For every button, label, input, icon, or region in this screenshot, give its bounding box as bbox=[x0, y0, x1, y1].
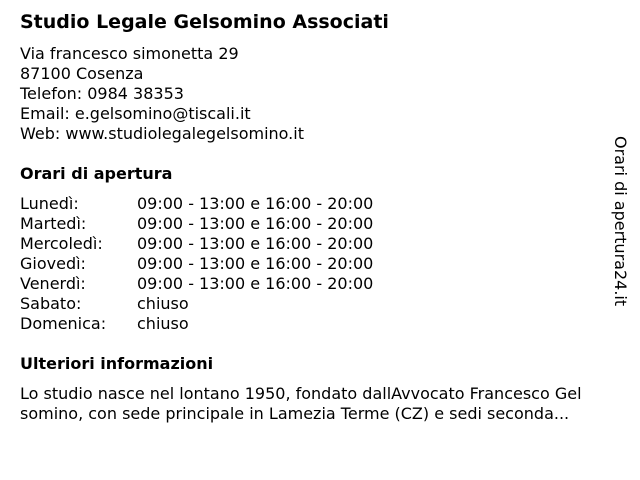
day-label: Venerdì: bbox=[20, 274, 86, 293]
hours-value: chiuso bbox=[137, 294, 189, 313]
city-address: 87100 Cosenza bbox=[20, 64, 144, 83]
day-label: Domenica: bbox=[20, 314, 107, 333]
info-line: somino, con sede principale in Lamezia Terme (CZ) e sedi seconda... bbox=[20, 404, 570, 423]
hours-value: chiuso bbox=[137, 314, 189, 333]
day-label: Giovedì: bbox=[20, 254, 86, 273]
more-info-text bbox=[20, 384, 640, 424]
day-label: Mercoledì: bbox=[20, 234, 103, 253]
hours-value: 09:00 - 13:00 e 16:00 - 20:00 bbox=[137, 254, 374, 273]
hours-value: 09:00 - 13:00 e 16:00 - 20:00 bbox=[137, 274, 374, 293]
phone-number: Telefon: 0984 38353 bbox=[20, 84, 184, 103]
address-block bbox=[20, 44, 304, 144]
hours-value: 09:00 - 13:00 e 16:00 - 20:00 bbox=[137, 234, 374, 253]
opening-hours-heading: Orari di apertura bbox=[20, 164, 173, 183]
email-address: Email: e.gelsomino@tiscali.it bbox=[20, 104, 251, 123]
street-address: Via francesco simonetta 29 bbox=[20, 44, 239, 63]
website-address: Web: www.studiolegalegelsomino.it bbox=[20, 124, 304, 143]
hours-value: 09:00 - 13:00 e 16:00 - 20:00 bbox=[137, 194, 374, 213]
day-label: Martedì: bbox=[20, 214, 87, 233]
info-line: Lo studio nasce nel lontano 1950, fondato dallAvvocato Francesco Gel bbox=[20, 384, 582, 403]
site-watermark: Orari di apertura24.it bbox=[611, 136, 630, 307]
page-title: Studio Legale Gelsomino Associati bbox=[20, 11, 389, 33]
more-info-heading: Ulteriori informazioni bbox=[20, 354, 214, 373]
day-label: Sabato: bbox=[20, 294, 82, 313]
day-label: Lunedì: bbox=[20, 194, 79, 213]
hours-value: 09:00 - 13:00 e 16:00 - 20:00 bbox=[137, 214, 374, 233]
